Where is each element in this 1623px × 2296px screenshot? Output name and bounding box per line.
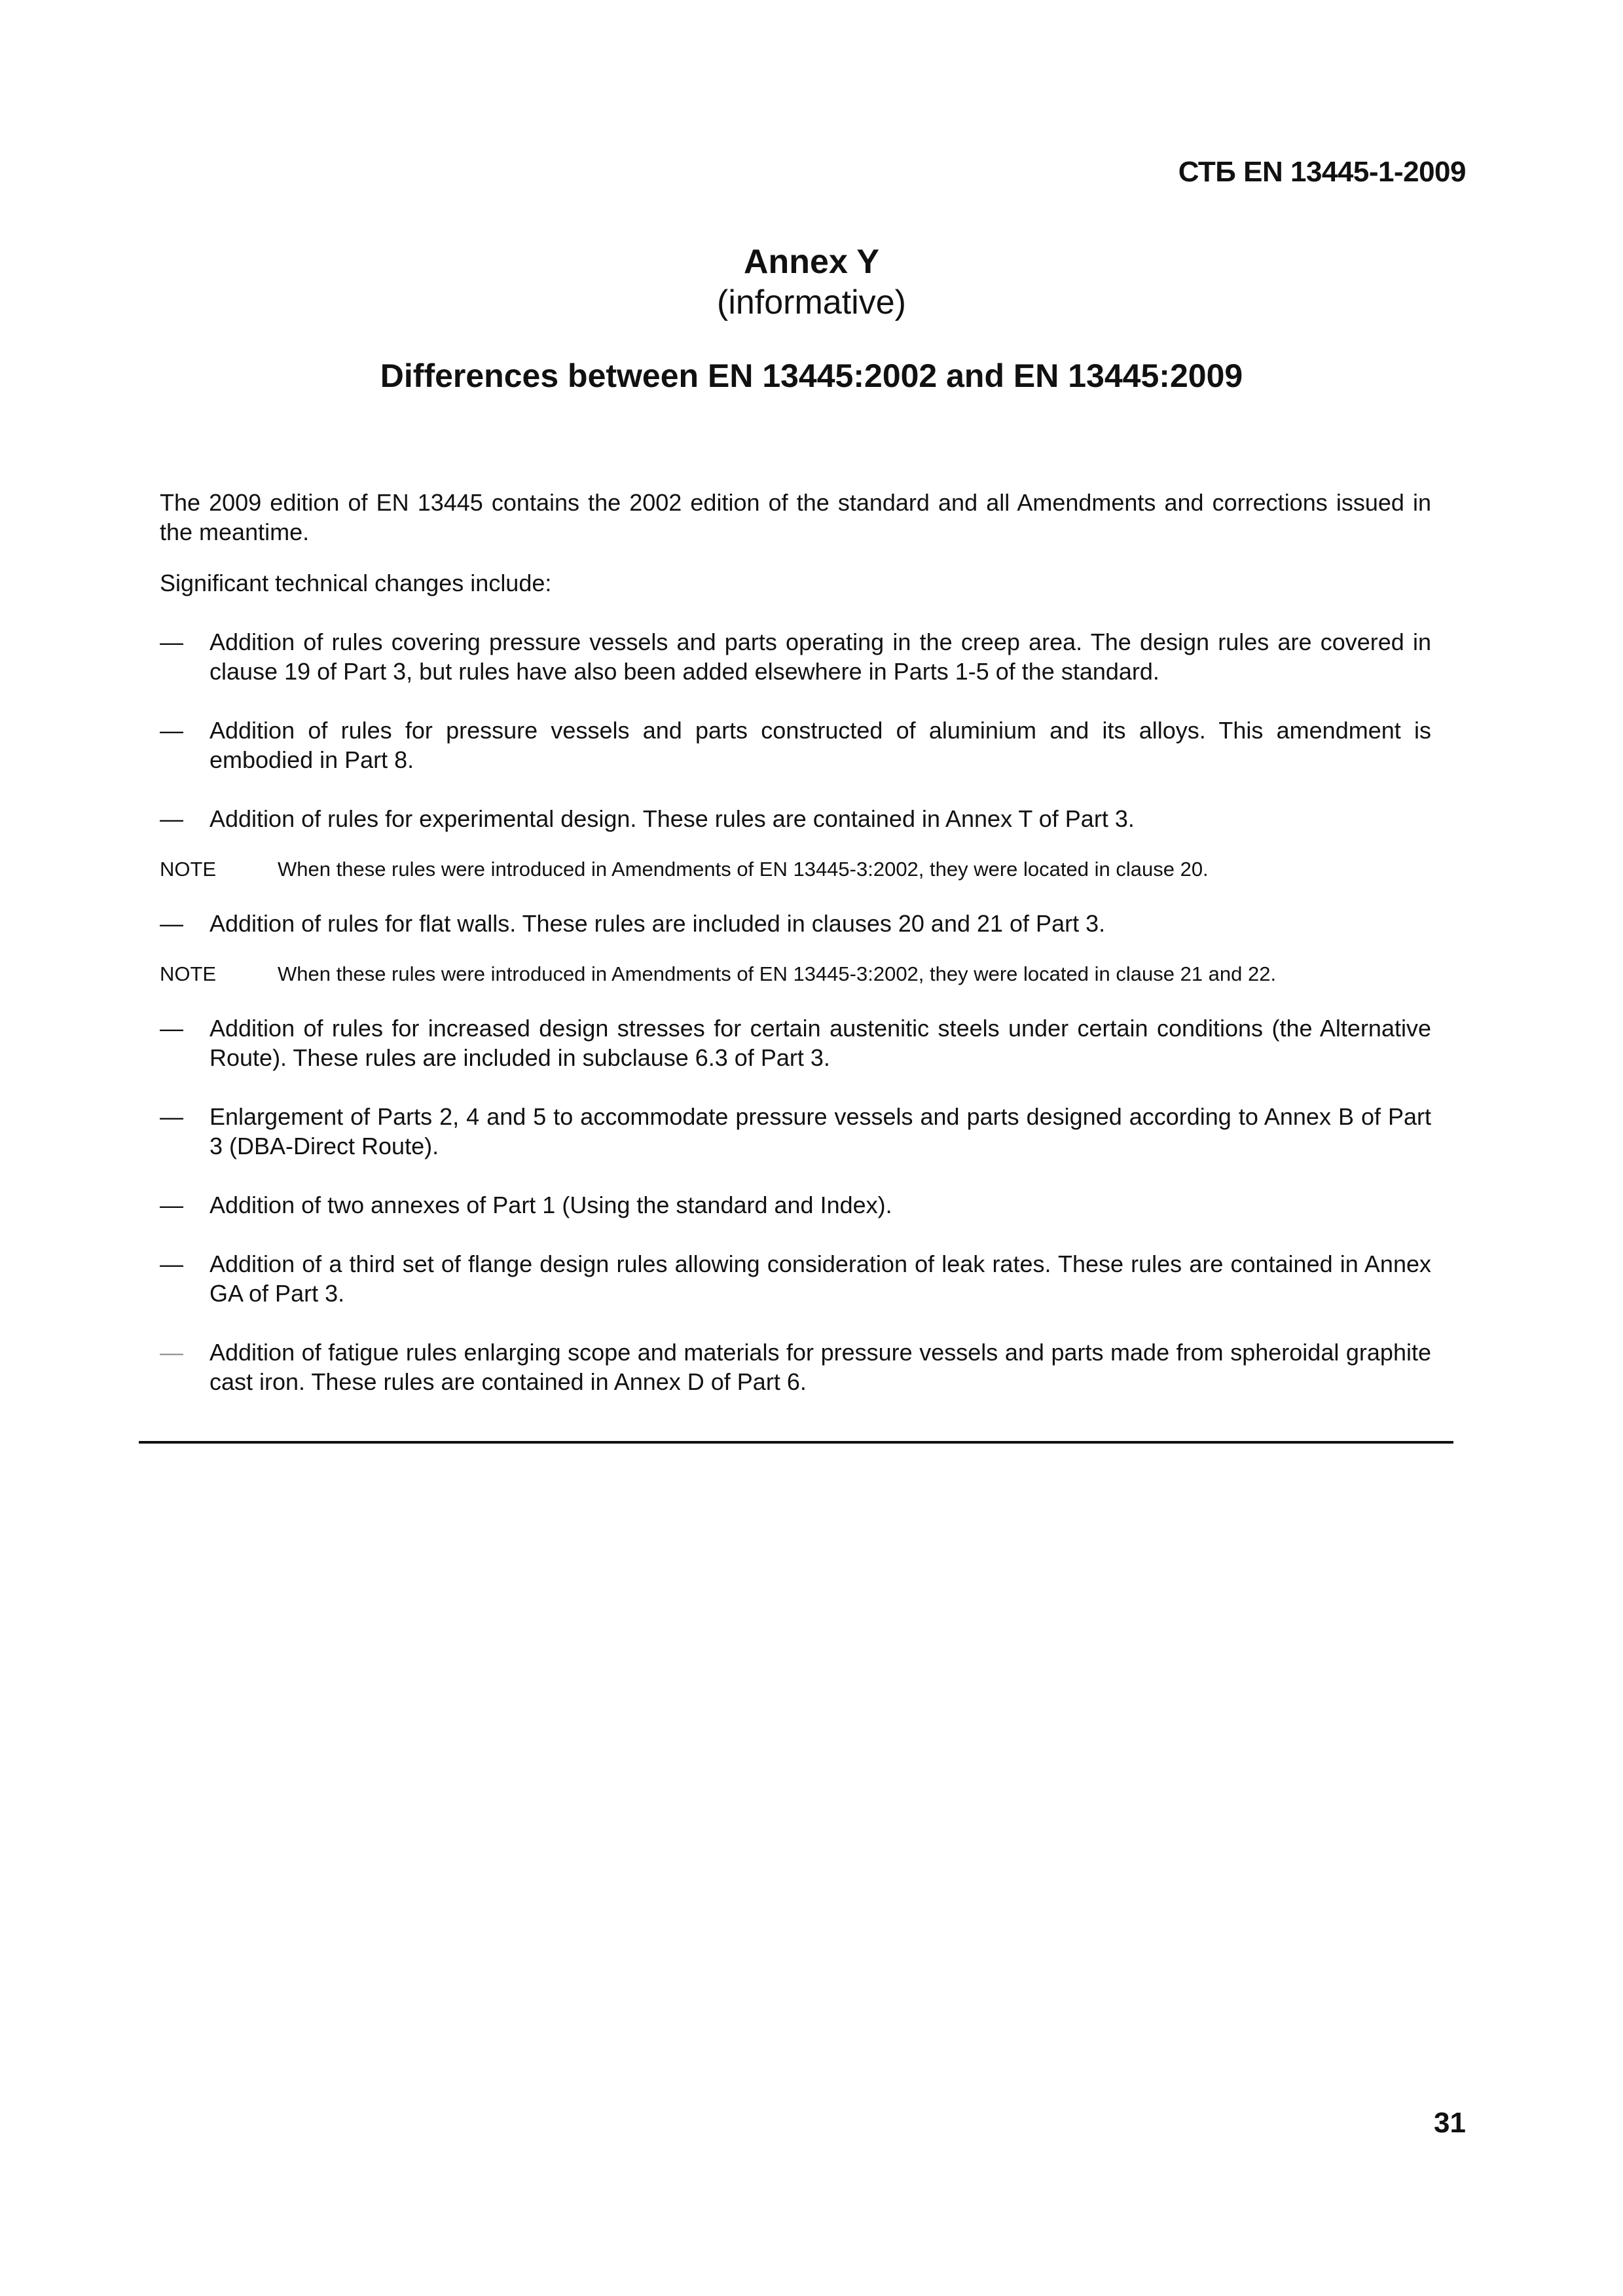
note	[160, 856, 1431, 883]
list-item	[160, 1190, 1431, 1220]
list-item-text: Addition of rules for increased design stresses for certain austenitic steels under certain conditions (the Alternative Route). These rules are included in subclause 6.3 of Part 3.	[210, 1015, 1431, 1071]
list-item-text: Addition of rules covering pressure vessels and parts operating in the creep area. The design rules are covered in clause 19 of Part 3, but rules have also been added elsewhere in Parts 1-5 of the standard.	[210, 629, 1431, 685]
list-item	[160, 1102, 1431, 1161]
dash-marker: —	[160, 1103, 183, 1130]
list-item	[160, 1013, 1431, 1072]
list-item-text: Addition of rules for flat walls. These rules are included in clauses 20 and 21 of Part 3.	[210, 910, 1106, 937]
note-text: When these rules were introduced in Amendments of EN 13445-3:2002, they were located in clause 21 and 22.	[278, 962, 1277, 985]
note-label: NOTE	[160, 858, 217, 881]
document-id: СТБ EN 13445-1-2009	[1178, 156, 1466, 188]
list-item-text: Enlargement of Parts 2, 4 and 5 to accommodate pressure vessels and parts designed according to Annex B of Part 3 (DBA-Direct Route).	[210, 1103, 1431, 1159]
list-item	[160, 627, 1431, 686]
list-item-text: Addition of two annexes of Part 1 (Using the standard and Index).	[210, 1192, 892, 1218]
dash-marker: —	[160, 1015, 183, 1042]
note-text: When these rules were introduced in Amendments of EN 13445-3:2002, they were located in clause 20.	[278, 858, 1209, 881]
list-item	[160, 804, 1431, 833]
annex-content	[160, 488, 1431, 1396]
list-item	[160, 1249, 1431, 1308]
dash-marker: —	[160, 1192, 183, 1218]
dash-marker: —	[160, 629, 183, 655]
intro-paragraph: The 2009 edition of EN 13445 contains the 2002 edition of the standard and all Amendments and corrections issued in the meantime.	[160, 489, 1431, 545]
dash-marker: —	[160, 717, 183, 744]
note	[160, 961, 1431, 987]
list-item-text: Addition of fatigue rules enlarging scope and materials for pressure vessels and parts made from spheroidal graphite cast iron. These rules are contained in Annex D of Part 6.	[210, 1339, 1431, 1395]
annex-subtitle: (informative)	[717, 283, 906, 321]
list-item	[160, 1338, 1431, 1396]
note-label: NOTE	[160, 962, 217, 985]
list-item	[160, 909, 1431, 938]
annex-heading: Differences between EN 13445:2002 and EN 13445:2009	[380, 357, 1243, 394]
dash-marker: —	[160, 910, 183, 937]
list-item-text: Addition of a third set of flange design rules allowing consideration of leak rates. These rules are contained in Annex GA of Part 3.	[210, 1250, 1431, 1307]
annex-title: Annex Y	[743, 243, 880, 281]
list-item-text: Addition of rules for experimental design. These rules are contained in Annex T of Part 3.	[210, 805, 1135, 832]
dash-marker: —	[160, 805, 183, 832]
page-number: 31	[1434, 2107, 1466, 2139]
dash-marker: —	[160, 1250, 183, 1277]
dash-marker: —	[160, 1339, 183, 1366]
annex-end-rule	[139, 1441, 1453, 1444]
list-item-text: Addition of rules for pressure vessels and parts constructed of aluminium and its alloys. This amendment is embodied in Part 8.	[210, 717, 1431, 773]
lead-paragraph: Significant technical changes include:	[160, 570, 552, 596]
list-item	[160, 716, 1431, 774]
